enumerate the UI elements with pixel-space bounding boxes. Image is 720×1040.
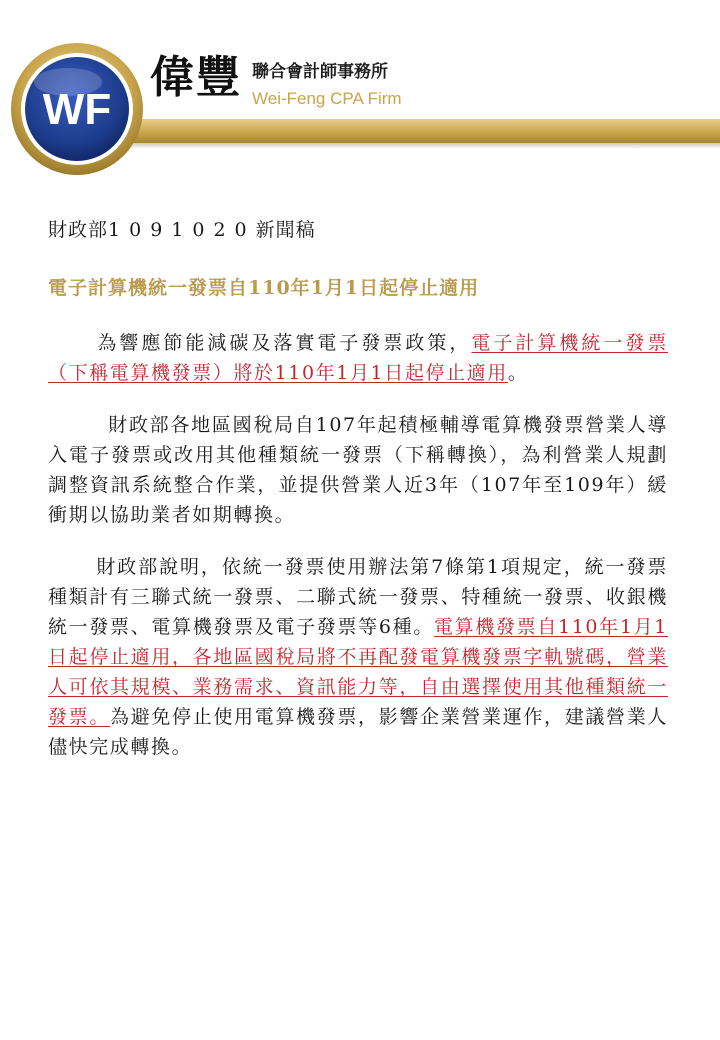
paragraph-3-text: 財政部說明，依統一發票使用辦法第7條第1項規定，統一發票種類計有三聯式統一發票、二聯式統一發票、特種統一發票、收銀機統一發票、電算機發票及電子發票等6種。 bbox=[48, 556, 668, 638]
paragraph-3 bbox=[48, 552, 668, 762]
ref-suffix: 新聞稿 bbox=[255, 219, 316, 241]
letterhead-gold-bar bbox=[60, 119, 720, 143]
logo-text: WF bbox=[42, 85, 112, 134]
letterhead bbox=[0, 0, 720, 190]
paragraph-1-highlight: 電子計算機統一發票（下稱電算機發票）將於110年1月1日起停止適用 bbox=[48, 332, 669, 384]
paragraph-1-text: 為響應節能減碳及落實電子發票政策， bbox=[96, 332, 472, 354]
paragraph-2-text: 財政部各地區國稅局自107年起積極輔導電算機發票營業人導入電子發票或改用其他種類統一發票（下稱轉換），為利營業人規劃調整資訊系統整合作業，並提供營業人近3年（107年至109年）緩衝期以協助業者如期轉換。 bbox=[48, 414, 668, 526]
document-reference bbox=[48, 214, 668, 246]
document-title: 電子計算機統一發票自110年1月1日起停止適用 bbox=[48, 277, 480, 299]
paragraph-1-end: 。 bbox=[507, 362, 529, 384]
firm-subtitle-zh: 聯合會計師事務所 bbox=[252, 62, 388, 82]
firm-name-zh: 偉豐 bbox=[150, 52, 242, 103]
firm-subtitle-en: Wei-Feng CPA Firm bbox=[252, 89, 402, 108]
press-release-body bbox=[48, 214, 668, 781]
ref-prefix: 財政部 bbox=[48, 219, 109, 241]
ref-number: 1091020 bbox=[108, 219, 256, 241]
letterhead-bar-shadow bbox=[60, 143, 720, 149]
paragraph-1 bbox=[48, 328, 668, 388]
paragraph-2 bbox=[48, 410, 668, 530]
paragraph-3-highlight: 電算機發票自110年1月1日起停止適用，各地區國稅局將不再配發電算機發票字軌號碼，營業人可依其規模、業務需求、資訊能力等，自由選擇使用其他種類統一發票。 bbox=[48, 616, 668, 728]
firm-logo bbox=[8, 40, 146, 178]
paragraph-3-end: 為避免停止使用電算機發票，影響企業營業運作，建議營業人儘快完成轉換。 bbox=[48, 706, 668, 758]
